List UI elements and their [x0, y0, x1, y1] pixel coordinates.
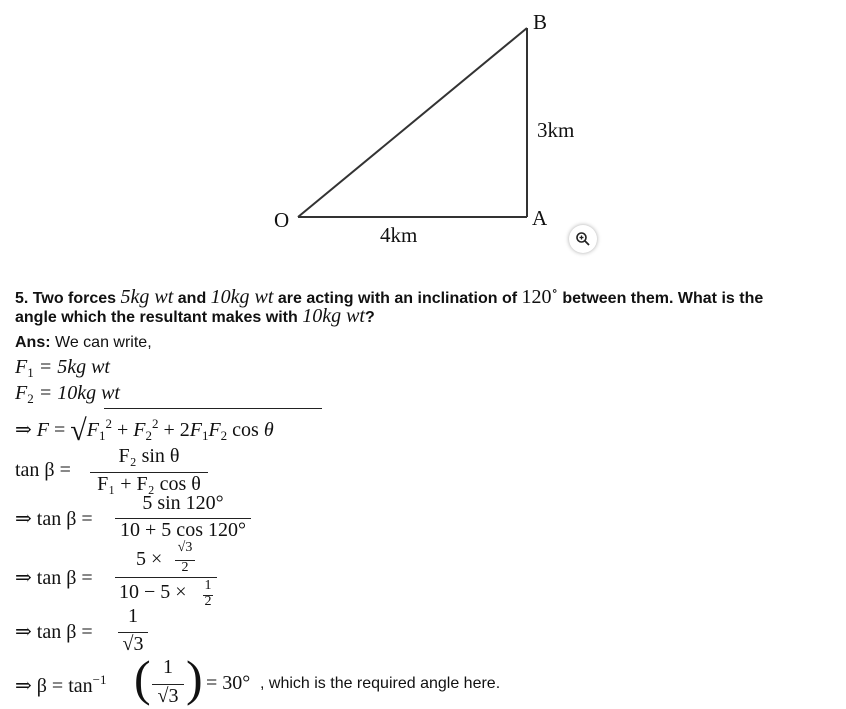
eq-f1: $F_1 = 5kg$ wt: [15, 356, 110, 380]
final-lhs: ⇒ $\beta = \tan^{-1}$: [15, 672, 107, 697]
frac3-den-a: 10 − 5 ×: [119, 581, 187, 603]
vertex-a-label: A: [532, 206, 548, 230]
answer-intro: Ans: We can write,: [15, 334, 152, 351]
frac3-num-a: 5 ×: [136, 548, 163, 570]
frac3-num-sub-den: 2: [181, 560, 189, 575]
tan-beta-lhs-1: tan β =: [15, 459, 71, 481]
tan-beta-lhs-3: ⇒ tan β =: [15, 567, 93, 589]
right-paren: ): [186, 650, 203, 706]
side-ob: [298, 28, 527, 217]
frac2-den: 10 + 5 cos 120°: [120, 519, 246, 541]
frac4-den: √3: [122, 633, 144, 655]
final-frac-den: √3: [157, 685, 179, 707]
zoom-in-button[interactable]: [569, 225, 597, 253]
frac1-num: F₂ sin θ: [118, 445, 180, 467]
frac1-den: F₁ + F₂ cos θ: [97, 473, 201, 495]
frac3-den-sub-num: 1: [204, 578, 212, 593]
base-length-label: 4km: [380, 223, 418, 247]
eq-f2: $F_2 = 10kg$ wt: [15, 382, 120, 406]
final-conclusion: , which is the required angle here.: [260, 675, 501, 692]
frac2-num: 5 sin 120°: [142, 492, 224, 514]
sqrt-bar: [104, 408, 322, 409]
frac3-den-sub-den: 2: [204, 594, 212, 609]
vertex-b-label: B: [533, 10, 548, 34]
question-line-1: 5. Two forces 5kg wt and 10kg wt are acting with an inclination of 120∘ between them. What is the: [15, 283, 764, 308]
zoom-in-icon: [575, 231, 591, 247]
tan-beta-lhs-4: ⇒ tan β =: [15, 621, 93, 643]
height-length-label: 3km: [537, 118, 575, 142]
final-frac-num: 1: [163, 656, 173, 678]
frac4-num: 1: [128, 605, 138, 627]
tan-beta-lhs-2: ⇒ tan β =: [15, 508, 93, 530]
left-paren: (: [134, 650, 151, 706]
vertex-o-label: O: [274, 208, 290, 232]
frac3-num-sub-num: √3: [177, 540, 193, 555]
question-line-2: angle which the resultant makes with 10kg wt?: [15, 305, 375, 327]
eq-resultant: ⇒ $F = √F_1^2 + F_2^2 + 2F_1F_2$ cos θ: [15, 414, 274, 447]
final-rhs: = 30°: [206, 672, 251, 694]
